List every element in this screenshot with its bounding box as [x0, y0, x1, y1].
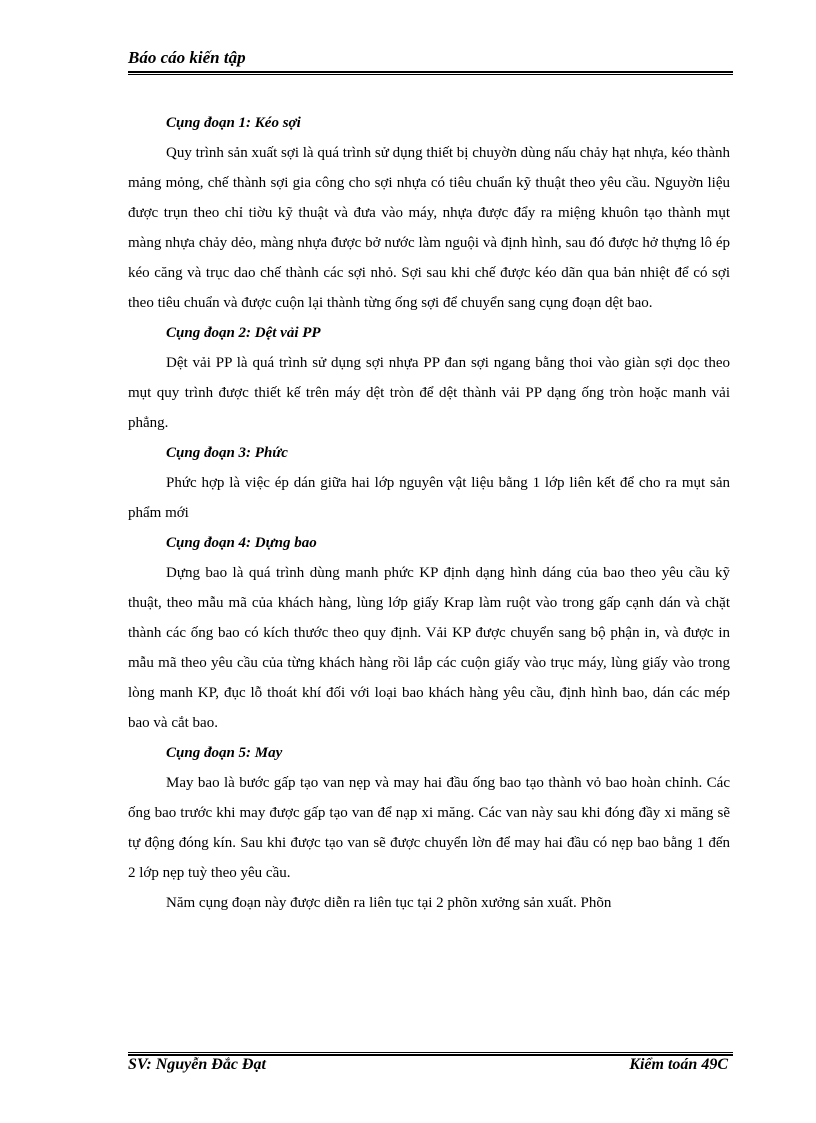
section-heading: Cụng đoạn 3: Phức [166, 445, 288, 461]
section-2 [128, 318, 730, 438]
paragraph: Năm cụng đoạn này được diễn ra liên tục tại 2 phõn xưởng sản xuất. Phõn [166, 895, 612, 911]
header-title: Báo cáo kiến tập [128, 48, 246, 67]
section-heading: Cụng đoạn 1: Kéo sợi [166, 115, 301, 131]
paragraph: Phức hợp là việc ép dán giữa hai lớp nguyên vật liệu bằng 1 lớp liên kết để cho ra mụt sản phẩm mới [128, 475, 730, 521]
section-heading: Cụng đoạn 5: May [166, 745, 283, 761]
paragraph: May bao là bước gấp tạo van nẹp và may hai đầu ống bao tạo thành vỏ bao hoàn chỉnh. Các ống bao trước khi may được gấp tạo van để nạp xi măng. Các van này sau khi đóng đầy xi măng sẽ tự động đóng kín. Sau khi được tạo van sẽ được chuyển lờn để may hai đầu có nẹp bao bằng 1 đến 2 lớp nẹp tuỳ theo yêu cầu. [128, 775, 730, 881]
footer-rule-thin [128, 1052, 733, 1053]
header-rule-thin [128, 74, 733, 75]
header-rule [128, 71, 733, 73]
section-heading: Cụng đoạn 4: Dựng bao [166, 535, 317, 551]
paragraph: Dệt vải PP là quá trình sử dụng sợi nhựa PP đan sợi ngang bằng thoi vào giàn sợi dọc theo mụt quy trình được thiết kế trên máy dệt tròn để dệt thành vải PP dạng ống tròn hoặc manh vải phẳng. [128, 355, 730, 431]
section-heading: Cụng đoạn 2: Dệt vải PP [166, 325, 321, 341]
paragraph: Quy trình sản xuất sợi là quá trình sử dụng thiết bị chuyờn dùng nấu chảy hạt nhựa, kéo thành mảng mỏng, chế thành sợi gia công cho sợi nhựa có tiêu chuẩn kỹ thuật theo yêu cầu. Nguyờn liệu được trụn theo chỉ tiờu kỹ thuật và đưa vào máy, nhựa được đẩy ra miệng khuôn tạo thành mụt màng nhựa chảy dẻo, màng nhựa được bở nước làm nguội và định hình, sau đó được hở thựng lô ép kéo căng và trục dao chế thành các sợi nhỏ. Sợi sau khi chế được kéo dãn qua bản nhiệt để có sợi theo tiêu chuẩn và được cuộn lại thành từng ống sợi để chuyển sang cụng đoạn dệt bao. [128, 145, 730, 311]
footer-student-name: SV: Nguyễn Đắc Đạt [128, 1056, 266, 1073]
section-5 [128, 738, 730, 918]
document-body [128, 108, 730, 918]
section-3 [128, 438, 730, 528]
page-header [128, 48, 733, 72]
footer-class: Kiểm toán 49C [629, 1056, 728, 1073]
paragraph: Dựng bao là quá trình dùng manh phức KP định dạng hình dáng của bao theo yêu cầu kỹ thuật, theo mẫu mã của khách hàng, lùng lớp giấy Krap làm ruột vào trong gấp cạnh dán và chặt thành các ống bao có kích thước theo quy định. Vải KP được chuyển sang bộ phận in, và được in mẫu mã theo yêu cầu của từng khách hàng rồi lắp các cuộn giấy vào trục máy, lùng giấy vào trong lòng manh KP, đục lỗ thoát khí đối với loại bao khách hàng yêu cầu, định hình bao, dán các mép bao và cắt bao. [128, 565, 730, 731]
section-4 [128, 528, 730, 738]
section-1 [128, 108, 730, 318]
